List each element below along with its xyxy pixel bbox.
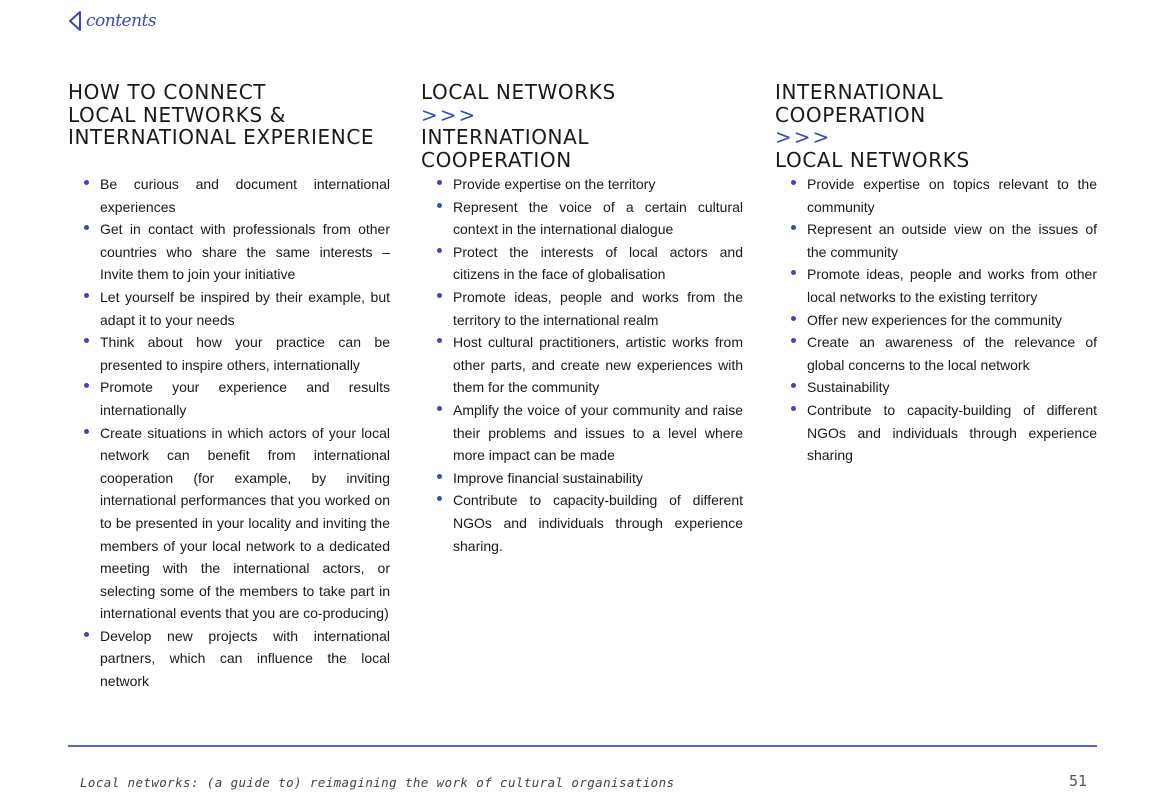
list-item: Offer new experiences for the community [775,309,1097,332]
list-item: Develop new projects with international partners, which can influence the local network [68,625,390,693]
bullet-list [421,173,743,557]
list-item: Create an awareness of the relevance of global concerns to the local network [775,331,1097,376]
bullet-list [775,173,1097,467]
list-item: Contribute to capacity-building of different NGOs and individuals through experience sharing [775,399,1097,467]
list-item: Sustainability [775,376,1097,399]
list-item: Promote your experience and results internationally [68,376,390,421]
column-local-to-international [421,81,743,557]
list-item: Host cultural practitioners, artistic works from other parts, and create new experiences with them for the community [421,331,743,399]
column-heading: HOW TO CONNECT LOCAL NETWORKS & INTERNATIONAL EXPERIENCE [68,80,375,149]
footer-title: Local networks: (a guide to) reimagining the work of cultural organisations [80,775,675,790]
list-item: Provide expertise on topics relevant to the community [775,173,1097,218]
column-connect [68,81,390,693]
arrows-icon: >>> [421,102,478,127]
contents-label: contents [86,11,157,31]
back-triangle-icon [67,10,83,32]
contents-nav-link[interactable] [67,10,156,32]
list-item: Promote ideas, people and works from other local networks to the existing territory [775,263,1097,308]
list-item: Get in contact with professionals from other countries who share the same interests – Invite them to join your initiative [68,218,390,286]
list-item: Improve financial sustainability [421,467,743,490]
list-item: Be curious and document international experiences [68,173,390,218]
list-item: Represent the voice of a certain cultural context in the international dialogue [421,196,743,241]
list-item: Create situations in which actors of your local network can benefit from international cooperation (for example, by inviting international performances that you worked on to be presented in your locality and inviting the members of your local network to a dedicated meeting with the international actors, or selecting some of the members to take part in international events that you are co-producing) [68,422,390,625]
list-item: Contribute to capacity-building of different NGOs and individuals through experience sharing. [421,489,743,557]
list-item: Let yourself be inspired by their example, but adapt it to your needs [68,286,390,331]
arrows-icon: >>> [775,125,832,149]
footer-divider [68,745,1097,747]
page-number: 51 [1068,772,1087,790]
list-item: Provide expertise on the territory [421,173,743,196]
list-item: Represent an outside view on the issues of the community [775,218,1097,263]
column-heading: INTERNATIONAL COOPERATION >>> LOCAL NETWORKS [775,81,1097,173]
column-international-to-local [775,81,1097,467]
column-heading: LOCAL NETWORKS >>> INTERNATIONAL COOPERATION [421,81,743,173]
list-item: Protect the interests of local actors and citizens in the face of globalisation [421,241,743,286]
list-item: Amplify the voice of your community and raise their problems and issues to a level where more impact can be made [421,399,743,467]
list-item: Promote ideas, people and works from the territory to the international realm [421,286,743,331]
bullet-list [68,173,390,693]
list-item: Think about how your practice can be presented to inspire others, internationally [68,331,390,376]
